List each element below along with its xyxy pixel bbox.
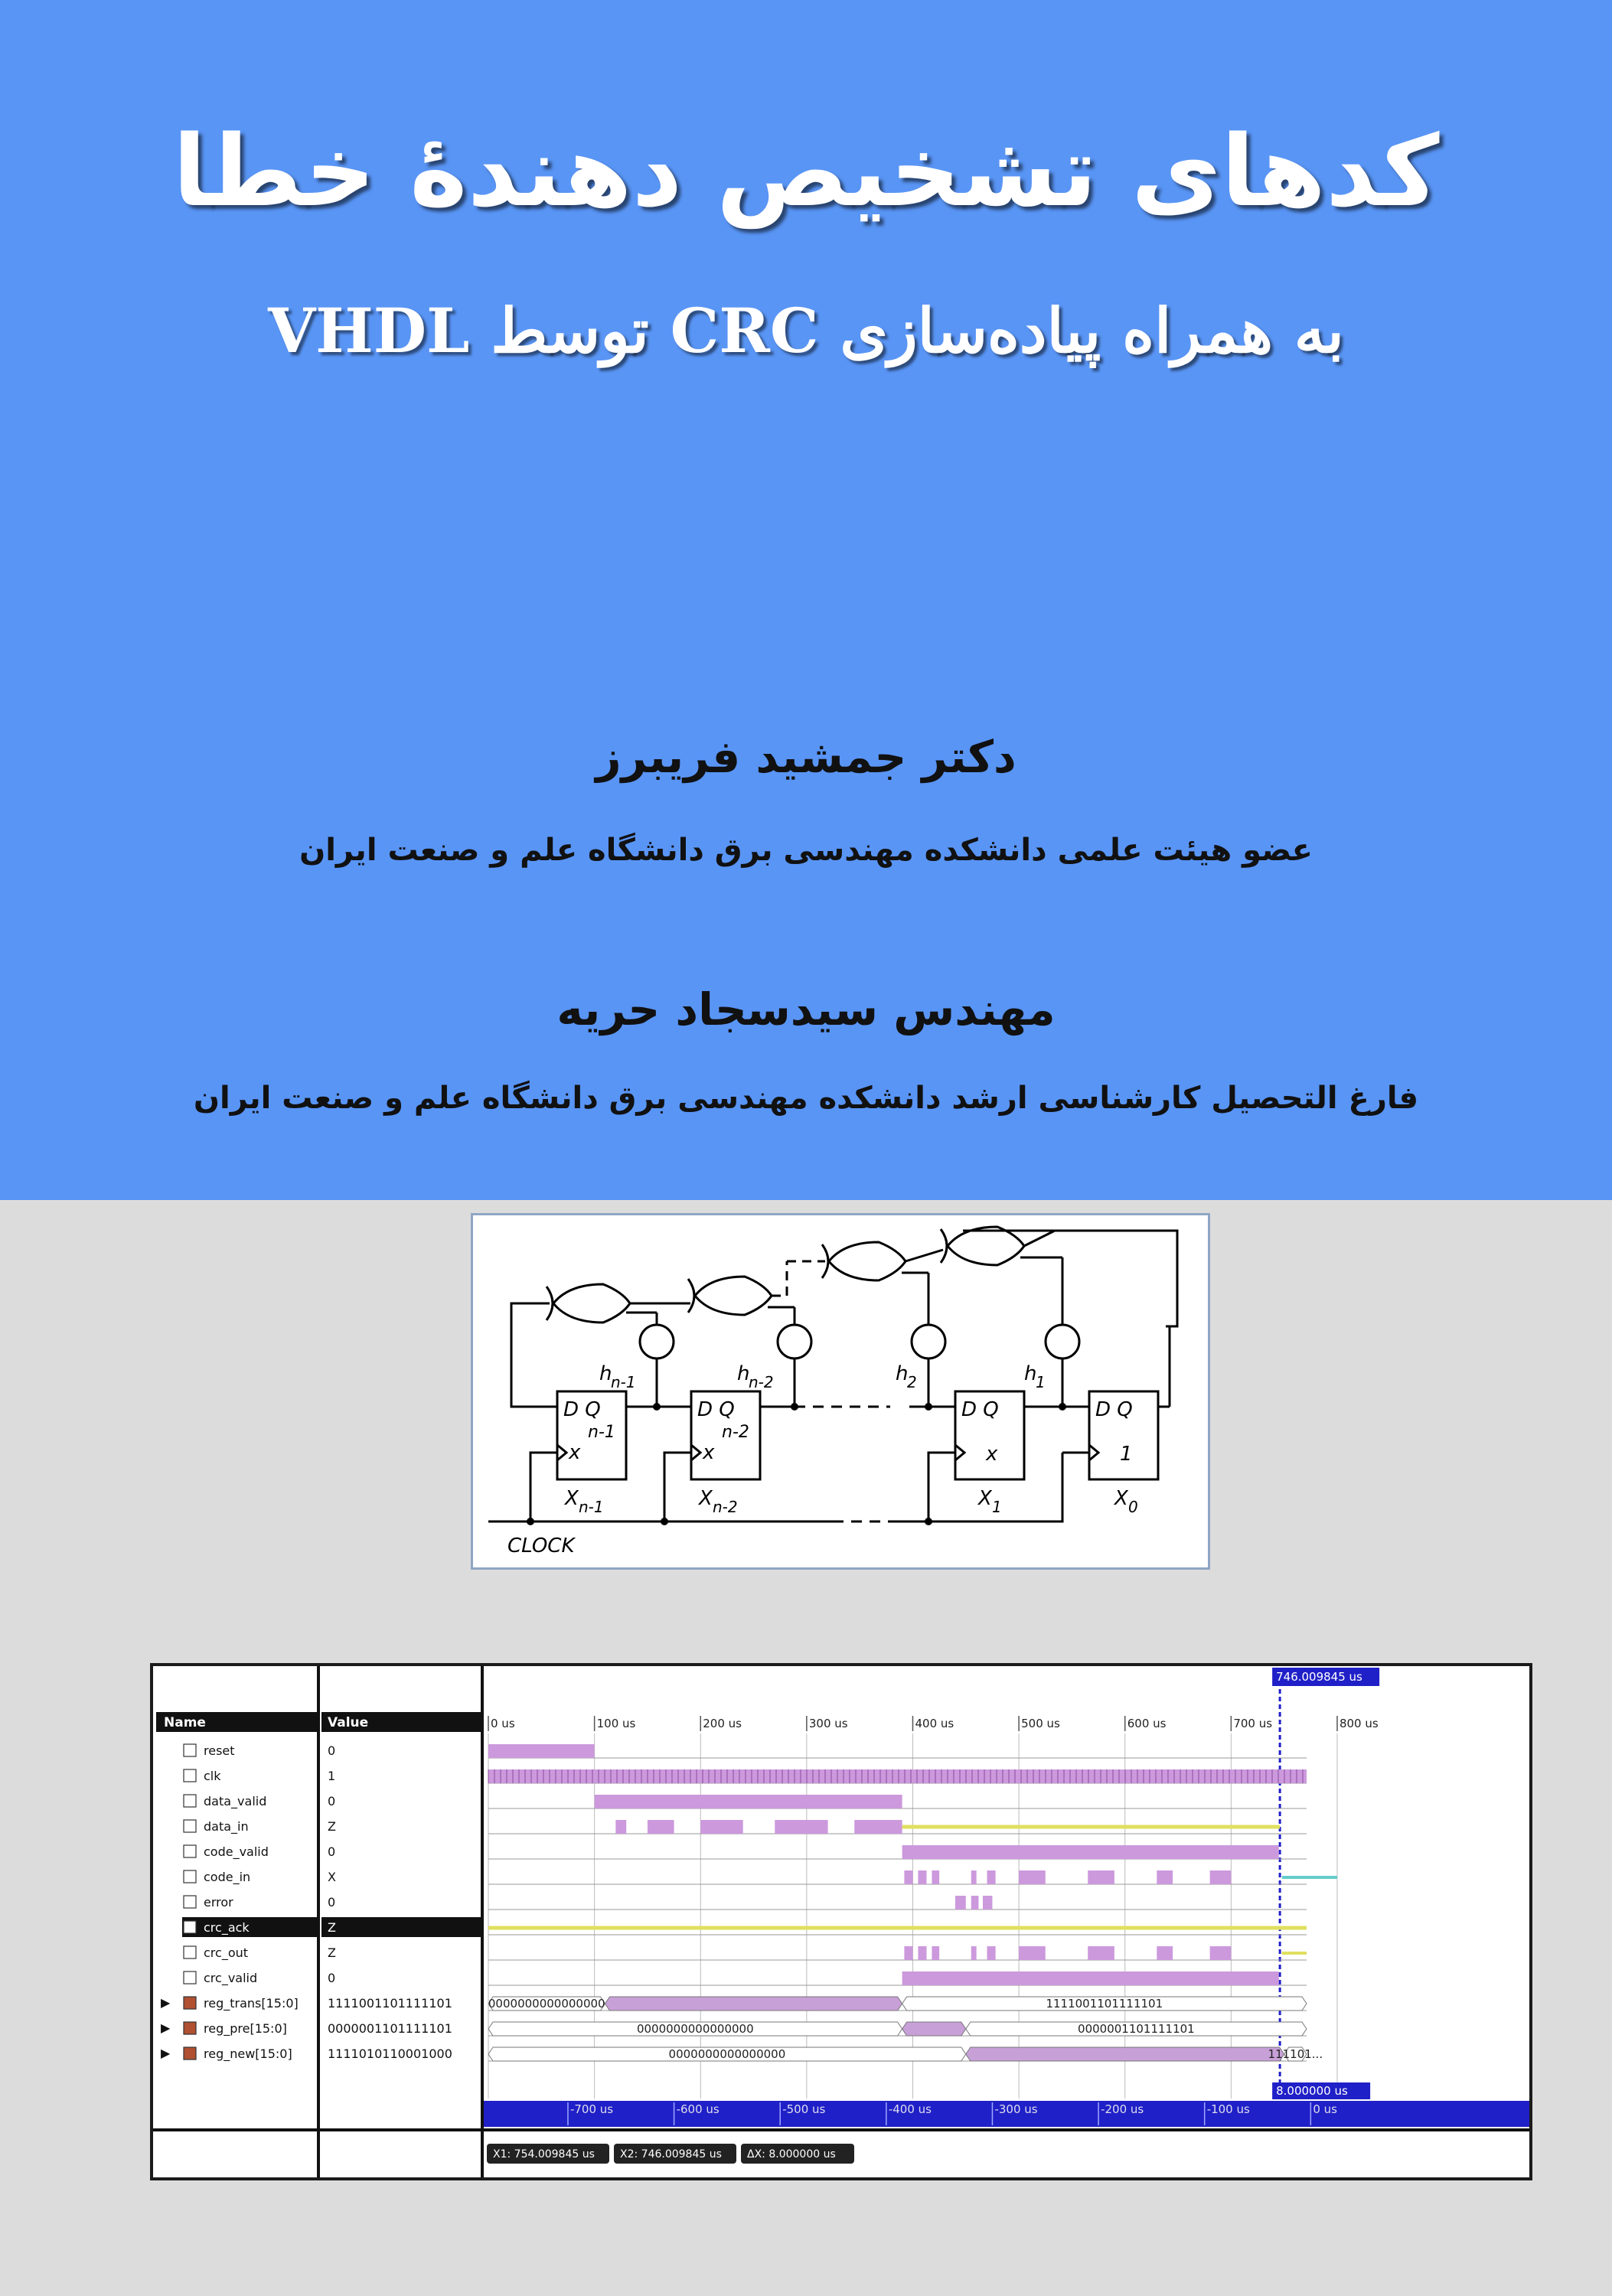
bus-value: 1111001101111101 xyxy=(1046,1997,1163,2011)
waveform-svg xyxy=(153,1666,1529,2177)
coef2-main: h xyxy=(737,1362,750,1385)
signal-icon xyxy=(184,1997,196,2009)
signal-name[interactable]: reg_trans[15:0] xyxy=(204,1996,299,2011)
bus-value: 0000001101111101 xyxy=(1078,2022,1195,2036)
relative-tick: 0 us xyxy=(1313,2102,1337,2116)
ff1-label-sub: n-1 xyxy=(579,1498,604,1516)
coef4-sub: 1 xyxy=(1036,1373,1046,1391)
ff2-label-main: X xyxy=(699,1487,713,1510)
waveform-simulator xyxy=(150,1663,1532,2180)
ff4-label-sub: 0 xyxy=(1128,1498,1138,1516)
signal-icon xyxy=(184,1896,196,1908)
ff1-inner: n-1 xyxy=(588,1423,615,1442)
time-tick: 400 us xyxy=(915,1717,954,1730)
ff1-tap: x xyxy=(569,1441,581,1464)
signal-name[interactable]: error xyxy=(204,1895,233,1910)
signal-name[interactable]: data_valid xyxy=(204,1794,267,1808)
ff2-inner: n-2 xyxy=(722,1423,749,1442)
signal-name[interactable]: crc_valid xyxy=(204,1971,258,1985)
signal-value: 1111010110001000 xyxy=(328,2047,452,2061)
author1-name: دکتر جمشید فریبرز xyxy=(596,731,1016,783)
relative-tick: -700 us xyxy=(569,2102,614,2116)
signal-value: 0000001101111101 xyxy=(328,2021,452,2036)
status-x2: X2: 746.009845 us xyxy=(620,2148,722,2161)
book-title: کدهای تشخیص دهندهٔ خطا xyxy=(172,115,1440,229)
author2-name: مهندس سیدسجاد حریه xyxy=(556,983,1056,1035)
coef3-main: h xyxy=(896,1362,909,1385)
relative-tick: -300 us xyxy=(994,2102,1038,2116)
expand-arrow-icon[interactable]: ▶ xyxy=(161,2020,171,2035)
signal-name[interactable]: code_in xyxy=(204,1870,251,1884)
circuit-svg xyxy=(473,1215,1208,1567)
ff4-label-main: X xyxy=(1114,1487,1128,1510)
value-header: Value xyxy=(328,1715,369,1730)
relative-tick: -600 us xyxy=(676,2102,720,2116)
ff3-tap: x xyxy=(986,1443,998,1466)
expand-arrow-icon[interactable]: ▶ xyxy=(161,1995,171,2010)
status-dx: ΔX: 8.000000 us xyxy=(747,2148,836,2161)
signal-name[interactable]: reg_pre[15:0] xyxy=(204,2021,287,2036)
feedback-wire xyxy=(963,1231,1177,1326)
bus-value: 111101... xyxy=(1268,2047,1323,2061)
signal-icon xyxy=(184,1795,196,1807)
signal-icon xyxy=(184,1744,196,1756)
time-tick: 700 us xyxy=(1233,1717,1273,1730)
time-tick: 300 us xyxy=(808,1717,848,1730)
signal-name[interactable]: reg_new[15:0] xyxy=(204,2047,292,2061)
signal-value: X xyxy=(328,1870,336,1884)
relative-tick: -100 us xyxy=(1206,2102,1250,2116)
signal-name[interactable]: clk xyxy=(204,1769,221,1783)
crc-circuit-diagram xyxy=(471,1213,1210,1570)
signal-icon xyxy=(184,2022,196,2034)
coef3-sub: 2 xyxy=(907,1373,917,1391)
relative-tick: -400 us xyxy=(888,2102,932,2116)
clock-label: CLOCK xyxy=(507,1534,575,1557)
signal-name[interactable]: crc_ack xyxy=(204,1920,250,1935)
signal-value: Z xyxy=(328,1920,336,1935)
signal-icon xyxy=(184,1971,196,1984)
name-header: Name xyxy=(164,1715,206,1730)
coef1-sub: n-1 xyxy=(611,1373,636,1391)
coef2-sub: n-2 xyxy=(749,1373,774,1391)
signal-name[interactable]: crc_out xyxy=(204,1945,249,1960)
signal-icon xyxy=(184,1921,196,1933)
ff1-dq: D Q xyxy=(563,1398,601,1421)
ff4-inner: 1 xyxy=(1120,1443,1133,1466)
ff3-label-sub: 1 xyxy=(992,1498,1002,1516)
book-subtitle: به همراه پیاده‌سازی CRC توسط VHDL xyxy=(268,295,1344,367)
time-tick: 200 us xyxy=(703,1717,742,1730)
signal-icon xyxy=(184,2047,196,2060)
author2-affiliation: فارغ التحصیل کارشناسی ارشد دانشکده مهندسی برق دانشگاه علم و صنعت ایران xyxy=(193,1081,1419,1116)
ff3-label-main: X xyxy=(978,1487,992,1510)
bus-value: 0000000000000000 xyxy=(668,2047,786,2061)
signal-name[interactable]: code_valid xyxy=(204,1844,269,1859)
bus-value: 0000000000000000 xyxy=(488,1997,605,2011)
signal-value: 1 xyxy=(328,1769,336,1783)
signal-value: Z xyxy=(328,1819,336,1834)
relative-tick: -500 us xyxy=(782,2102,826,2116)
ff2-tap: x xyxy=(703,1441,715,1464)
selected-row-bg xyxy=(182,1917,317,1937)
status-x1: X1: 754.009845 us xyxy=(493,2148,595,2161)
author1-affiliation: عضو هیئت علمی دانشکده مهندسی برق دانشگاه علم و صنعت ایران xyxy=(299,833,1313,868)
cursor-readout: 746.009845 us xyxy=(1276,1670,1362,1684)
signal-value: 1111001101111101 xyxy=(328,1996,452,2011)
signal-value: Z xyxy=(328,1945,336,1960)
time-tick: 100 us xyxy=(596,1717,636,1730)
signal-icon xyxy=(184,1845,196,1857)
coef4-main: h xyxy=(1024,1362,1037,1385)
time-tick: 500 us xyxy=(1021,1717,1060,1730)
expand-arrow-icon[interactable]: ▶ xyxy=(161,2046,171,2060)
xor-gate-4 xyxy=(948,1227,1024,1265)
ff3-dq: D Q xyxy=(961,1398,999,1421)
xor-gate-2 xyxy=(695,1277,772,1315)
ff1-label-main: X xyxy=(565,1487,579,1510)
time-tick: 800 us xyxy=(1339,1717,1379,1730)
xor-gate-1 xyxy=(553,1284,630,1322)
signal-value: 0 xyxy=(328,1971,336,1985)
xor-gate-3 xyxy=(829,1242,906,1280)
signal-icon xyxy=(184,1870,196,1883)
signal-value: 0 xyxy=(328,1743,336,1758)
time-tick: 600 us xyxy=(1127,1717,1167,1730)
relative-tick: -200 us xyxy=(1101,2102,1144,2116)
signal-icon xyxy=(184,1820,196,1832)
delta-readout: 8.000000 us xyxy=(1276,2084,1348,2098)
signal-icon xyxy=(184,1769,196,1782)
ff2-label-sub: n-2 xyxy=(713,1498,738,1516)
signal-name[interactable]: data_in xyxy=(204,1819,249,1834)
ff4-dq: D Q xyxy=(1095,1398,1133,1421)
coef1-main: h xyxy=(599,1362,612,1385)
time-tick: 0 us xyxy=(491,1717,515,1730)
bus-value: 0000000000000000 xyxy=(636,2022,754,2036)
signal-value: 0 xyxy=(328,1794,336,1808)
ff2-dq: D Q xyxy=(697,1398,735,1421)
signal-icon xyxy=(184,1946,196,1958)
signal-value: 0 xyxy=(328,1844,336,1859)
signal-name[interactable]: reset xyxy=(204,1743,235,1758)
signal-value: 0 xyxy=(328,1895,336,1910)
